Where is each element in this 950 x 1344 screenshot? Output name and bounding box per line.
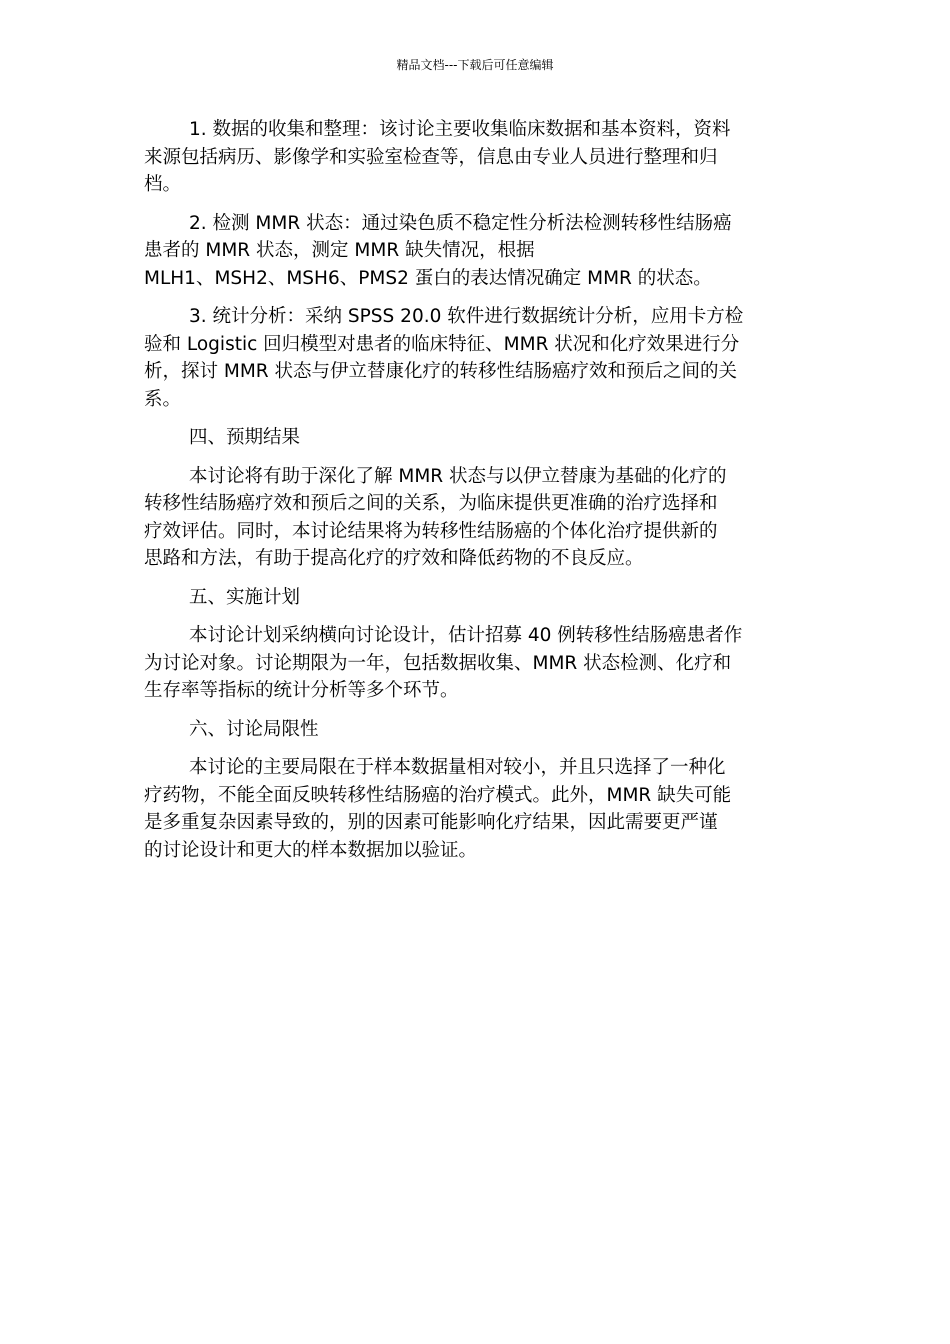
paragraph-line: 3. 统计分析：采纳 SPSS 20.0 软件进行数据统计分析，应用卡方检 — [189, 306, 744, 327]
paragraph-line: 患者的 MMR 状态，测定 MMR 缺失情况，根据 — [144, 240, 535, 261]
paragraph-expected-results — [144, 463, 808, 573]
paragraph-line: 档。 — [144, 174, 182, 195]
section-heading-implementation-plan — [144, 584, 808, 612]
paragraph-line: 来源包括病历、影像学和实验室检查等，信息由专业人员进行整理和归 — [144, 146, 718, 168]
paragraph-mmr-detection — [144, 210, 808, 293]
section-heading-limitations — [144, 716, 808, 744]
paragraph-line: 析，探讨 MMR 状态与伊立替康化疗的转移性结肠癌疗效和预后之间的关 — [144, 361, 738, 382]
paragraph-line: 系。 — [144, 388, 182, 410]
paragraph-line: 为讨论对象。讨论期限为一年，包括数据收集、MMR 状态检测、化疗和 — [144, 652, 732, 674]
paragraph-line: 本讨论的主要局限在于样本数据量相对较小，并且只选择了一种化 — [189, 757, 726, 778]
document-body — [144, 116, 808, 875]
paragraph-line: 疗效评估。同时，本讨论结果将为转移性结肠癌的个体化治疗提供新的 — [144, 520, 718, 542]
paragraph-line: 验和 Logistic 回归模型对患者的临床特征、MMR 状况和化疗效果进行分 — [144, 333, 740, 355]
paragraph-statistics — [144, 303, 808, 413]
paragraph-line: 思路和方法，有助于提高化疗的疗效和降低药物的不良反应。 — [144, 548, 644, 569]
paragraph-line: 生存率等指标的统计分析等多个环节。 — [144, 680, 459, 701]
paragraph-line: 是多重复杂因素导致的，别的因素可能影响化疗结果，因此需要更严谨 — [144, 812, 718, 833]
paragraph-data-collection — [144, 116, 808, 199]
section-heading: 六、讨论局限性 — [189, 718, 319, 740]
paragraph-line: 转移性结肠癌疗效和预后之间的关系，为临床提供更准确的治疗选择和 — [144, 493, 718, 514]
paragraph-line: 本讨论计划采纳横向讨论设计，估计招募 40 例转移性结肠癌患者作 — [189, 625, 743, 646]
paragraph-line: 1. 数据的收集和整理：该讨论主要收集临床数据和基本资料，资料 — [189, 119, 731, 140]
paragraph-implementation-plan — [144, 622, 808, 705]
paragraph-line: 2. 检测 MMR 状态：通过染色质不稳定性分析法检测转移性结肠癌 — [189, 212, 732, 234]
page-header: 精品文档---下载后可任意编辑 — [396, 58, 554, 72]
paragraph-line: MLH1、MSH2、MSH6、PMS2 蛋白的表达情况确定 MMR 的状态。 — [144, 267, 712, 289]
paragraph-line: 的讨论设计和更大的样本数据加以验证。 — [144, 839, 478, 861]
paragraph-line: 本讨论将有助于深化了解 MMR 状态与以伊立替康为基础的化疗的 — [189, 465, 727, 487]
section-heading: 五、实施计划 — [189, 586, 301, 608]
section-heading-expected-results — [144, 424, 808, 452]
paragraph-limitations — [144, 754, 808, 864]
section-heading: 四、预期结果 — [189, 427, 301, 448]
paragraph-line: 疗药物，不能全面反映转移性结肠癌的治疗模式。此外，MMR 缺失可能 — [144, 784, 732, 806]
